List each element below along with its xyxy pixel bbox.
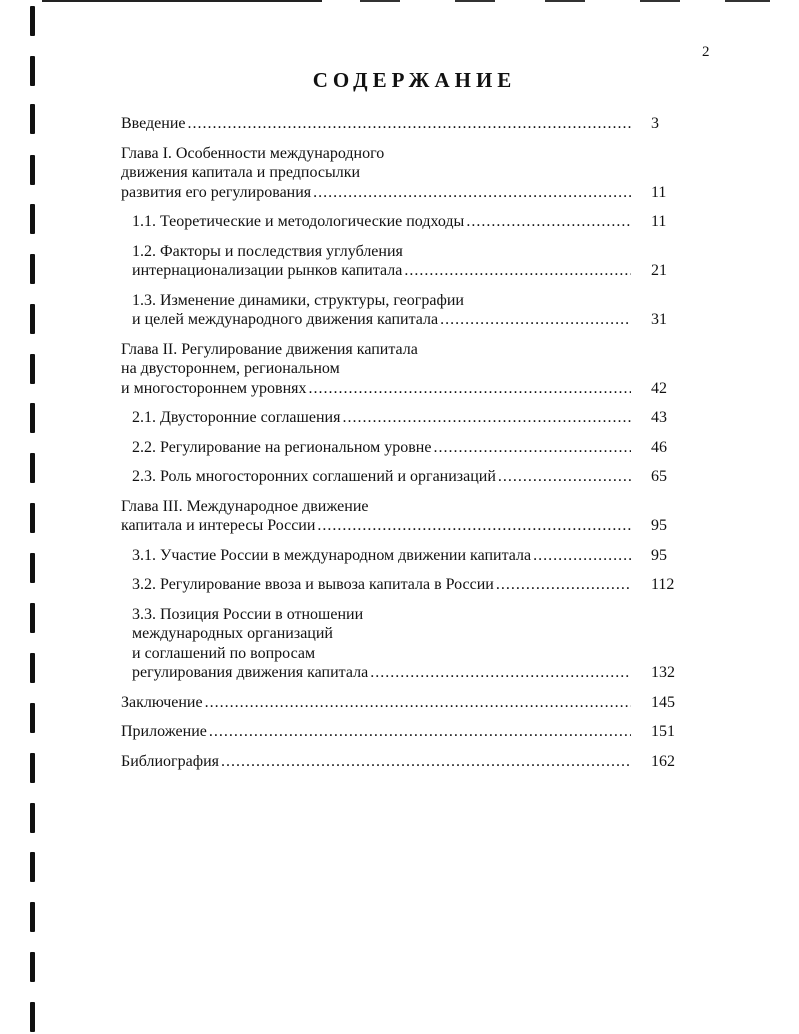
binding-mark [30,104,35,134]
toc-entry-title-line: международных организаций [132,625,333,642]
toc-entry-last-line [121,379,631,399]
toc-entry-title-line: и соглашений по вопросам [132,644,316,662]
dot-leader [221,752,631,772]
toc-page-number: 11 [651,183,667,201]
toc-entry [121,438,691,458]
binding-mark [30,803,35,833]
binding-mark [30,254,35,284]
toc-entry-last-line [121,693,631,713]
binding-mark [30,354,35,384]
binding-marks [0,0,40,1034]
toc-page-number: 31 [651,311,667,328]
toc-entry-title: и целей международного движения капитала [132,311,439,328]
toc-entry [121,291,691,330]
binding-mark [30,753,35,783]
toc-entry-last-line [132,408,631,428]
toc-entry [121,340,691,399]
toc-page-number: 65 [651,468,667,485]
toc-page-number: 145 [651,693,675,711]
dot-leader [433,438,631,458]
toc-entry [121,242,691,281]
toc-page-number: 95 [651,517,667,534]
toc-entry-last-line [121,183,631,203]
toc-entry [121,497,691,536]
binding-mark [30,204,35,234]
dot-leader [498,467,631,487]
binding-mark [30,703,35,733]
toc-page-number: 43 [651,409,667,426]
toc-entry-title: 2.2. Регулирование на региональном уровне [132,438,432,456]
toc-entry [121,144,691,203]
toc-entry-title: Введение [121,115,186,132]
toc-entry-last-line [132,546,631,566]
toc-page-number: 95 [651,546,667,564]
toc-entry [121,752,691,772]
scan-edge-line [42,0,322,2]
toc-entry [121,693,691,713]
binding-mark [30,653,35,683]
toc-entry-title: и многостороннем уровнях [121,379,307,397]
toc-entry-title: Заключение [121,693,203,711]
dot-leader [342,408,631,428]
toc-page-number: 112 [651,576,675,593]
toc-entry-last-line [132,310,631,330]
toc-page-number: 21 [651,262,667,279]
binding-mark [30,553,35,583]
toc-entry-last-line [132,438,631,458]
toc-entry-last-line [132,575,631,595]
dot-leader [309,379,631,399]
toc-entry-title: 2.3. Роль многосторонних соглашений и организаций [132,468,496,485]
binding-mark [30,304,35,334]
toc-entry-last-line [121,516,631,536]
binding-mark [30,852,35,882]
toc-entry-title: 2.1. Двусторонние соглашения [132,409,341,426]
toc-entry [121,722,691,742]
binding-mark [30,1002,35,1032]
dot-leader [440,310,631,330]
scan-edge-dash [455,0,495,2]
toc-entry-title-line: 3.3. Позиция России в отношении [132,605,364,623]
toc-entry [121,467,691,487]
toc-page-number: 11 [651,213,667,230]
dot-leader [209,722,631,742]
binding-mark [30,503,35,533]
toc-entry [121,114,691,134]
toc-entry-title: Приложение [121,723,207,740]
toc-entry-last-line [121,752,631,772]
toc-page-number: 46 [651,438,667,456]
dot-leader [205,693,631,713]
scan-edge-dash [545,0,585,2]
table-of-contents [121,114,691,771]
toc-page-number: 3 [651,115,659,132]
binding-mark [30,453,35,483]
toc-entry-last-line [121,722,631,742]
toc-entry-title: развития его регулирования [121,183,312,201]
binding-mark [30,952,35,982]
toc-page-number: 162 [651,752,675,770]
toc-entry-last-line [121,114,631,134]
dot-leader [313,183,631,203]
dot-leader [496,575,631,595]
binding-mark [30,902,35,932]
toc-entry-title: Библиография [121,752,219,770]
toc-entry-title-line: 1.2. Факторы и последствия углубления [132,242,403,260]
toc-entry-title: капитала и интересы России [121,517,316,534]
toc-entry-last-line [132,212,631,232]
toc-entry-title-line: движения капитала и предпосылки [121,164,361,181]
toc-page-number: 42 [651,379,667,397]
toc-entry-title: 3.1. Участие России в международном движении капитала [132,546,532,564]
scan-edge-dash [640,0,680,2]
dot-leader [370,663,631,683]
scan-edge-dash [360,0,400,2]
toc-entry-title-line: Глава II. Регулирование движения капитала [121,340,418,358]
dot-leader [533,546,631,566]
toc-entry-title: регулирования движения капитала [132,664,369,681]
toc-entry-last-line [132,467,631,487]
toc-entry-title-line: Глава III. Международное движение [121,497,369,515]
dot-leader [188,114,632,134]
toc-entry-title: 1.1. Теоретические и методологические подходы [132,213,465,230]
binding-mark [30,155,35,185]
toc-entry [121,212,691,232]
page-number: 2 [702,44,710,60]
toc-entry-last-line [132,261,631,281]
dot-leader [466,212,631,232]
toc-entry-title-line: Глава I. Особенности международного [121,144,385,162]
dot-leader [317,516,631,536]
binding-mark [30,603,35,633]
toc-entry-last-line [132,663,631,683]
toc-page-number: 151 [651,723,675,740]
toc-page-number: 132 [651,664,675,681]
scan-edge-dash [725,0,770,2]
toc-entry [121,408,691,428]
dot-leader [404,261,631,281]
toc-entry [121,546,691,566]
toc-entry [121,575,691,595]
toc-entry-title-line: 1.3. Изменение динамики, структуры, географии [132,291,464,309]
page-title: СОДЕРЖАНИЕ [312,68,517,92]
toc-entry-title: интернационализации рынков капитала [132,262,403,279]
binding-mark [30,403,35,433]
toc-entry-title-line: на двустороннем, региональном [121,360,340,377]
toc-entry [121,605,691,683]
toc-entry-title: 3.2. Регулирование ввоза и вывоза капитала в России [132,576,494,593]
binding-mark [30,6,35,36]
